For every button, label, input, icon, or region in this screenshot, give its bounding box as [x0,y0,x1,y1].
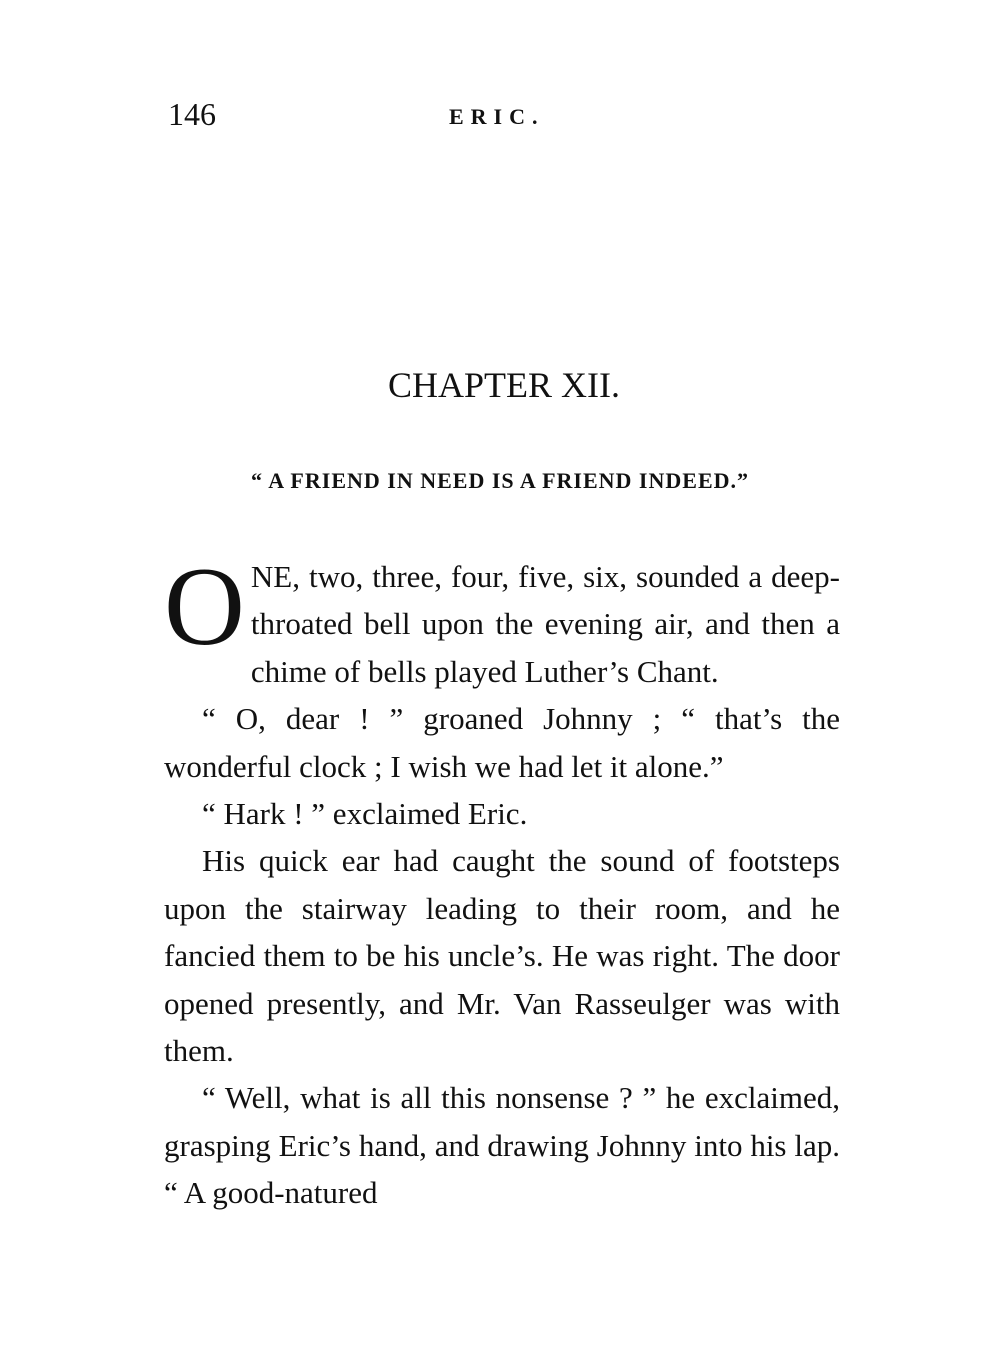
paragraph: “ O, dear ! ” groaned Johnny ; “ that’s the wonderful clock ; I wish we had let it alone.” [164,701,840,784]
chapter-title: CHAPTER XII. [388,365,620,405]
paragraph: “ Hark ! ” exclaimed Eric. [202,796,528,832]
body-text [164,545,840,1217]
running-head [168,96,848,140]
page-number: 146 [168,96,216,132]
paragraph: His quick ear had caught the sound of footsteps upon the stairway leading to their room, and he fancied them to be his uncle’s. He was right. The door opened presently, and Mr. Van Rasseulger was with them. [164,843,840,1069]
running-title: ERIC. [449,104,545,129]
drop-cap: O [164,545,245,669]
paragraph: “ Well, what is all this nonsense ? ” he exclaimed, grasping Eric’s hand, and drawing Johnny into his lap. “ A good-natured [164,1080,840,1211]
paragraph-opening [164,545,840,695]
chapter-epigraph: “ A FRIEND IN NEED IS A FRIEND INDEED.” [250,468,750,493]
paragraph-text: NE, two, three, four, five, six, sounded a deep-throated bell upon the evening air, and then a chime of bells played Luther’s Chant. [250,559,840,689]
